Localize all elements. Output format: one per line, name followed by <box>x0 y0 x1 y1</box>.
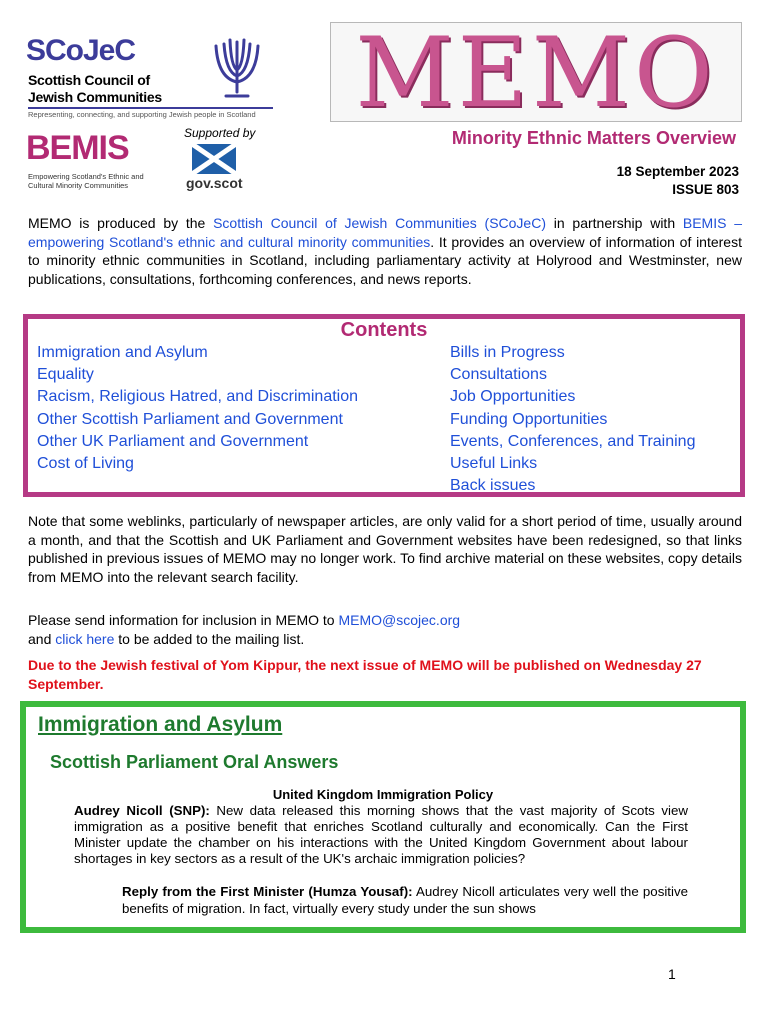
bemis-tagline-line2: Cultural Minority Communities <box>28 181 129 190</box>
contents-list-left <box>37 342 358 475</box>
intro-text-2: in partnership with <box>546 215 683 231</box>
contents-title: Contents <box>340 319 428 341</box>
question-paragraph <box>74 803 688 867</box>
answer-speaker: Reply from the First Minister (Humza Yousaf): <box>122 884 413 899</box>
memo-title: MEMO <box>355 17 717 129</box>
scojec-logo <box>26 34 276 122</box>
toc-link-funding[interactable]: Funding Opportunities <box>450 410 608 428</box>
menorah-icon <box>202 34 272 106</box>
bemis-tagline-line1: Empowering Scotland's Ethnic and <box>28 172 144 181</box>
publication-alert: Due to the Jewish festival of Yom Kippur, the next issue of MEMO will be published on Wednesday 27 September. <box>28 657 702 692</box>
toc-link-racism[interactable]: Racism, Religious Hatred, and Discrimination <box>37 388 359 406</box>
intro-paragraph <box>28 214 742 288</box>
page-number: 1 <box>668 966 676 982</box>
toc-link-cost-of-living[interactable]: Cost of Living <box>37 455 134 473</box>
send-text-3: to be added to the mailing list. <box>114 631 305 647</box>
memo-email-link[interactable]: MEMO@scojec.org <box>338 612 461 628</box>
memo-masthead <box>330 17 742 129</box>
answer-paragraph <box>122 884 688 917</box>
toc-link-jobs[interactable]: Job Opportunities <box>450 388 576 406</box>
contents-box <box>23 314 745 497</box>
bemis-logo-name: BEMIS <box>26 129 129 167</box>
mailing-list-link[interactable]: click here <box>55 631 115 647</box>
toc-link-scottish-parliament[interactable]: Other Scottish Parliament and Government <box>37 410 343 428</box>
send-text-1: Please send information for inclusion in MEMO to <box>28 612 339 628</box>
toc-link-back-issues[interactable]: Back issues <box>450 477 536 495</box>
scojec-underline <box>28 107 273 109</box>
contents-list-right <box>450 342 695 497</box>
question-title: United Kingdom Immigration Policy <box>272 787 494 802</box>
toc-link-events[interactable]: Events, Conferences, and Training <box>450 432 696 450</box>
toc-link-consultations[interactable]: Consultations <box>450 366 547 384</box>
question-text: New data released this morning shows that the vast majority of Scots view immigration as a positive benefit that enriches Scotland culturally and economically. Can the First Minister update the chamber on his interactions with the United Kingdom Government about labour shortages in key sectors as a result of the UK's archaic immigration policies? <box>74 803 688 866</box>
intro-text-3: . It provides an overview of information of interest to minority ethnic communities in Scotland, including parliamentary activity at Holyrood and Westminster, new publications, consultations, forthcoming conferences, and news reports. <box>28 233 742 287</box>
supported-by-label: Supported by <box>184 126 256 140</box>
memo-subtitle: Minority Ethnic Matters Overview <box>451 128 736 148</box>
bemis-link[interactable]: BEMIS – empowering Scotland's ethnic and cultural minority communities <box>28 215 742 250</box>
saltire-flag-icon <box>192 144 236 174</box>
toc-link-bills[interactable]: Bills in Progress <box>450 344 565 361</box>
scojec-full-name-line1: Scottish Council of <box>28 72 150 88</box>
weblinks-note: Note that some weblinks, particularly of newspaper articles, are only valid for a short period of time, usually around a month, and that the Scottish and UK Parliament and Government websites have been redesigned, so that links published in previous issues of MEMO may no longer work. To find archive material on these websites, copy details from MEMO into the relevant search facility. <box>28 513 742 585</box>
send-text-2: and <box>28 631 56 647</box>
toc-link-equality[interactable]: Equality <box>37 366 94 384</box>
question-speaker: Audrey Nicoll (SNP): <box>74 803 210 818</box>
scojec-logo-name: SCoJeC <box>26 34 136 67</box>
intro-text-1: MEMO is produced by the <box>28 215 214 231</box>
bemis-logo <box>26 125 166 195</box>
section-title: Immigration and Asylum <box>38 713 283 736</box>
toc-link-immigration[interactable]: Immigration and Asylum <box>37 344 208 361</box>
issue-number: ISSUE 803 <box>672 182 739 197</box>
govscot-logo <box>186 144 256 196</box>
issue-date: 18 September 2023 <box>616 164 739 179</box>
govscot-label: gov.scot <box>186 175 243 191</box>
submission-info <box>28 611 742 649</box>
section-subtitle: Scottish Parliament Oral Answers <box>50 752 339 772</box>
toc-link-uk-parliament[interactable]: Other UK Parliament and Government <box>37 432 309 450</box>
answer-text: Audrey Nicoll articulates very well the positive benefits of migration. In fact, virtually every study under the sun shows <box>122 884 688 916</box>
toc-link-useful-links[interactable]: Useful Links <box>450 455 538 473</box>
immigration-section <box>20 701 746 933</box>
scojec-tagline: Representing, connecting, and supporting Jewish people in Scotland <box>28 110 256 119</box>
scojec-link[interactable]: Scottish Council of Jewish Communities (SCoJeC) <box>213 215 546 231</box>
scojec-full-name-line2: Jewish Communities <box>28 89 162 105</box>
